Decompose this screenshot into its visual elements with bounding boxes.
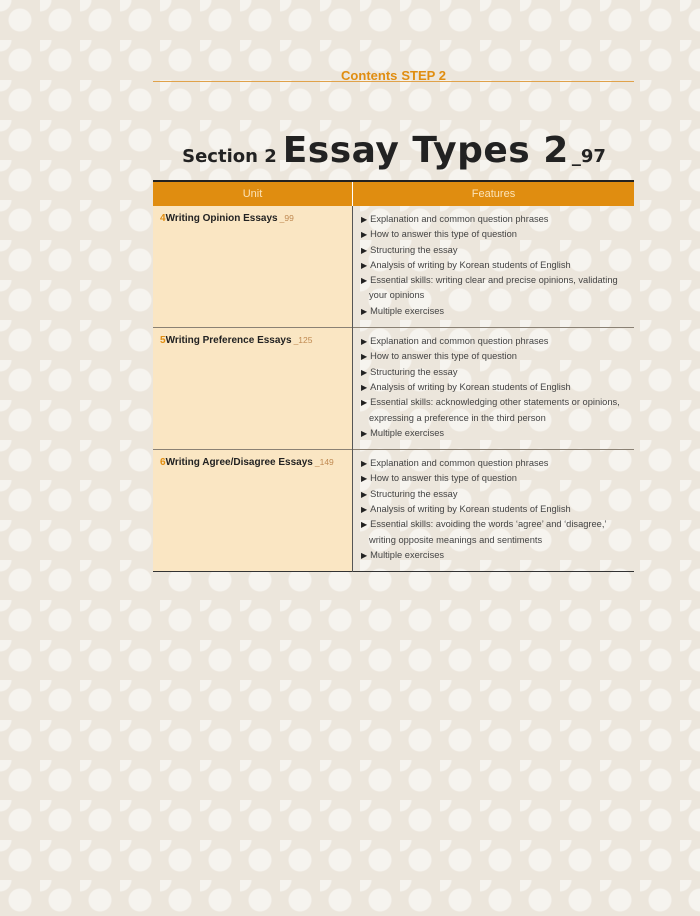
- unit-cell[interactable]: [153, 206, 353, 328]
- bullet-triangle-icon: ▶: [361, 382, 368, 392]
- bullet-triangle-icon: ▶: [361, 352, 368, 362]
- bullet-triangle-icon: ▶: [361, 260, 368, 270]
- list-item: ▶ Explanation and common question phrases: [361, 336, 549, 347]
- features-list: [361, 334, 634, 449]
- table-row: [153, 206, 634, 328]
- contents-header: [153, 62, 634, 82]
- section-label: Section 2: [182, 146, 277, 167]
- bullet-triangle-icon: ▶: [361, 306, 368, 316]
- list-item: ▶ Analysis of writing by Korean students of English: [361, 381, 571, 392]
- unit-title[interactable]: Writing Opinion Essays: [165, 213, 278, 224]
- table-row: [153, 328, 634, 450]
- bullet-triangle-icon: ▶: [361, 520, 368, 530]
- list-item: ▶ How to answer this type of question: [361, 229, 517, 240]
- list-item: ▶ Structuring the essay: [361, 244, 458, 255]
- section-title: [0, 130, 700, 171]
- bullet-triangle-icon: ▶: [361, 428, 368, 438]
- list-item: ▶ Essential skills: writing clear and precise opinions, validating: [361, 275, 618, 286]
- table-header-row: [153, 181, 634, 206]
- features-cell: [353, 328, 635, 450]
- bullet-triangle-icon: ▶: [361, 459, 368, 469]
- list-item: ▶ Essential skills: avoiding the words ‘agree’ and ‘disagree,’: [361, 519, 607, 530]
- unit-page: _125: [293, 335, 313, 346]
- features-list: [361, 212, 634, 327]
- bullet-triangle-icon: ▶: [361, 489, 368, 499]
- contents-table: [153, 180, 634, 572]
- bullet-triangle-icon: ▶: [361, 215, 368, 224]
- unit-title[interactable]: Writing Agree/Disagree Essays: [165, 457, 313, 469]
- bullet-triangle-icon: ▶: [361, 505, 368, 515]
- features-cell: [353, 450, 635, 572]
- list-item: ▶ Multiple exercises: [361, 549, 445, 560]
- list-item-continuation: writing opposite meanings and sentiments: [369, 534, 543, 545]
- bullet-triangle-icon: ▶: [361, 337, 368, 347]
- list-item: ▶ Structuring the essay: [361, 366, 458, 377]
- header-contents: Contents: [341, 68, 398, 83]
- bullet-triangle-icon: ▶: [361, 474, 368, 484]
- list-item: ▶ Multiple exercises: [361, 305, 445, 316]
- unit-number: 5: [160, 335, 166, 347]
- header-label: [341, 68, 446, 83]
- list-item: ▶ Analysis of writing by Korean students of English: [361, 504, 571, 515]
- unit-page: _99: [279, 213, 294, 223]
- list-item: ▶ Explanation and common question phrases: [361, 214, 549, 224]
- list-item-continuation: expressing a preference in the third person: [369, 412, 546, 423]
- unit-page: _149: [314, 457, 334, 468]
- list-item: ▶ How to answer this type of question: [361, 351, 517, 362]
- bullet-triangle-icon: ▶: [361, 367, 368, 377]
- unit-title[interactable]: Writing Preference Essays: [165, 335, 292, 347]
- features-cell: [353, 206, 635, 328]
- list-item-continuation: your opinions: [369, 290, 425, 301]
- column-header-unit: Unit: [153, 181, 353, 206]
- table-row: [153, 450, 634, 572]
- bullet-triangle-icon: ▶: [361, 276, 368, 286]
- unit-cell[interactable]: [153, 450, 353, 572]
- list-item: ▶ Structuring the essay: [361, 488, 458, 499]
- list-item: ▶ Explanation and common question phrases: [361, 458, 549, 469]
- bullet-triangle-icon: ▶: [361, 245, 368, 255]
- section-name: Essay Types 2: [282, 130, 569, 171]
- header-step: STEP 2: [401, 68, 446, 83]
- section-page: _97: [571, 146, 606, 167]
- bullet-triangle-icon: ▶: [361, 398, 368, 408]
- list-item: ▶ Multiple exercises: [361, 427, 445, 438]
- bullet-triangle-icon: ▶: [361, 230, 368, 240]
- bullet-triangle-icon: ▶: [361, 550, 368, 560]
- list-item: ▶ Essential skills: acknowledging other statements or opinions,: [361, 397, 620, 408]
- column-header-features: Features: [353, 181, 635, 206]
- features-list: [361, 456, 634, 571]
- list-item: ▶ How to answer this type of question: [361, 473, 517, 484]
- list-item: ▶ Analysis of writing by Korean students of English: [361, 259, 571, 270]
- unit-number: 6: [160, 457, 166, 469]
- unit-cell[interactable]: [153, 328, 353, 450]
- unit-number: 4: [160, 213, 166, 224]
